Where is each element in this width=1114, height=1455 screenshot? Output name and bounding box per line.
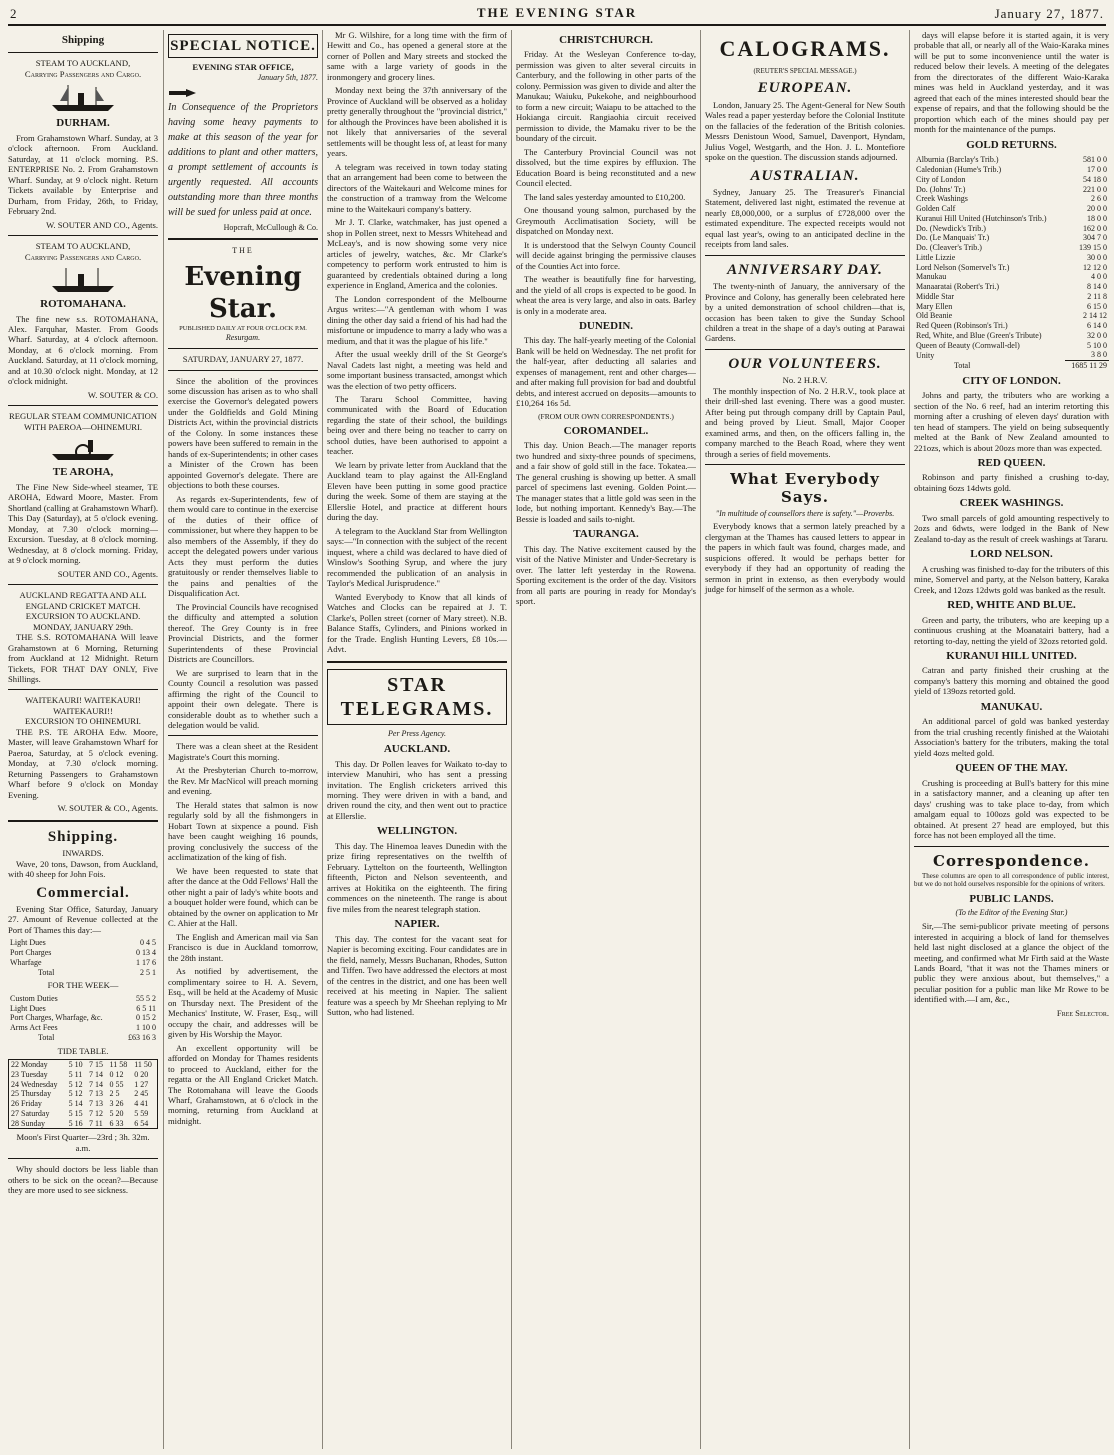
column-2 [163, 30, 318, 1449]
editorial-paragraph: As regards ex-Superintendents, few of them would care to continue in the exercise of the duties of their office of commissioner, but where they happen to be also members of the Assembly, if they do accept the delegated powers under various Acts they must perform the duties gratuitously or render themselves liable to the pains and penalties of the Disqualification Act. [168, 493, 318, 599]
creek-washings-body: Two small parcels of gold amounting respectively to 2ozs and 6dwts, were lodged in the Bank of New Zealand to-day as the result of creek washings at Tararu. [914, 512, 1109, 544]
editorial-paragraph: The Provincial Councils have recognised the difficulty and attempted a solution thereof. The Grey County is in free Provincial Districts, and the former Superintendents of these Provincial Districts are Councillors. [168, 601, 318, 665]
table-row: Caledonian (Hume's Trib.) 17 0 0 [916, 165, 1107, 174]
table-row: Little Lizzie 30 0 0 [916, 252, 1107, 262]
public-lands-body: Sir,—The semi-publicor private meeting of persons interested in acquiring a block of land for themselves held last night disclosed at a glance the object of the meeting, and confirmed what Mr Firth said at the Waste Lands Board, "that it was not the Thames miners or public they were anxious about, but themselves," a peculiar position for a public man like Mr Rowe to be identified with.—I am, &c., [914, 921, 1109, 1005]
auckland-body: This day. Dr Pollen leaves for Waikato to-day to interview Manuhiri, who has sent a pressing invitation. The English cricketers arrived this morning. They were driven in with a band, and driven round the city, and then went out to practice at Ellerslie. [327, 758, 507, 821]
table-row: Custom Duties 55 5 2 [10, 993, 156, 1003]
news-paragraph: The Tararu School Committee, having communicated with the Board of Education regarding the state of their school, the buildings being over and there being no teacher to carry on school duties, have been authorised to appoint a teacher. [327, 393, 507, 457]
news-paragraph: There was a clean sheet at the Resident Magistrate's Court this morning. [168, 741, 318, 762]
city-of-london-body: Johns and party, the tributers who are working a section of the No. 6 reef, had an interim retorting this morning after a crushing of eleven days' duration with ten head of stampers. The yield on being subsequently melted at the Bank of New Zealand amounted to 221ozs, which is about 20ozs more than was expected. [914, 390, 1109, 453]
news-paragraph: We have been requested to state that after the dance at the Odd Fellows' Hall the other night a pair of lady's white boots and a bouquet holder were found, which can be obtained by the owner on application to Mr C. Ahier at the Hall. [168, 865, 318, 929]
manukau-body: An additional parcel of gold was banked yesterday from the trial crushing recently finished at the Waiotahi Association's battery for the tributers, making the total yield 4ozs melted gold. [914, 716, 1109, 758]
correspondence-heading: Correspondence. [933, 851, 1090, 870]
ad2-title: STEAM TO AUCKLAND, [35, 241, 131, 252]
news-paragraph: The Herald states that salmon is now regularly sold by all the fishmongers in Hobart Town at sixpence a pound. Fish have been caught weighing 16 pounds, proving conclusively the success of the acclimatization of the king of fish. [168, 799, 318, 863]
table-row: Do. (Johns' Tr.) 221 0 0 [916, 184, 1107, 194]
ad2-ship: ROTOMAHANA. [40, 298, 126, 311]
table-row: Alburnia (Barclay's Trib.) 581 0 0 [916, 155, 1107, 165]
section-commercial: Commercial. [36, 884, 130, 901]
volunteers-heading: OUR VOLUNTEERS. [728, 355, 882, 372]
public-lands-to: (To the Editor of the Evening Star.) [955, 908, 1068, 918]
news-paragraph: We learn by private letter from Auckland that the Auckland team to play against the All-England Eleven have been putting in some good practice during the week. Some of them are staying at the Ellerslie Hotel, and practice at different hours during the day. [327, 459, 507, 523]
red-queen-heading: RED QUEEN. [977, 457, 1046, 470]
european-heading: EUROPEAN. [757, 80, 853, 97]
ad1-title: STEAM TO AUCKLAND, [35, 58, 131, 69]
ad1-ship: DURHAM. [56, 117, 110, 130]
lord-nelson-heading: LORD NELSON. [970, 548, 1053, 561]
what-quote: "In multitude of counsellors there is safety."—Proverbs. [715, 508, 895, 518]
editorial-date: SATURDAY, JANUARY 27, 1877. [182, 354, 304, 365]
news-paragraph: Mr J. T. Clarke, watchmaker, has just opened a shop in Pollen street, next to Messrs Whitehead and McLeay's, and is now showing some very nice articles of jewelry, watches, &c. Mr Clarke's competency to perform work entrusted to him is guaranteed by credentials obtained during a long experience in England, America and the colonies. [327, 217, 507, 291]
ad5-body: THE P.S. TE AROHA Edw. Moore, Master, will leave Grahamstown Wharf for Paeroa, Saturday, at 5 o'clock evening. Monday, at 7.30 o'clock morning. Returning Passengers to Grahamstown Wharf before 9 o'clock on Monday Evening. [8, 726, 158, 800]
news-paragraph: An excellent opportunity will be afforded on Monday for Thames residents to proceed to Auckland, either for the regatta or the All England Cricket Match. The Rotomahana will leave the Goods Wharf, Grahamstown, at 6 o'clock in the morning, returning from Auckland at midnight. [168, 1042, 318, 1126]
table-row: Port Charges, Wharfage, &c. 0 15 2 [10, 1013, 156, 1023]
red-queen-body: Robinson and party finished a crushing to-day, obtaining 6ozs 14dwts gold. [914, 472, 1109, 493]
week-heading: FOR THE WEEK— [47, 980, 119, 991]
napier-body: This day. The contest for the vacant seat for Napier is becoming exciting. Four candidates are in the field, namely, Messrs Buchanan, Rhodes, Sutton and Tiffen. Two have addressed the electors at most of the centres in the district, and one has been well received at his meeting in Napier. The salient feature was a speech by Mr Sheehan replying to Mr Sutton, who had listened. [327, 933, 507, 1018]
table-row: Wharfage 1 17 6 [10, 957, 156, 967]
revenue-table [8, 938, 158, 977]
masthead-date: January 27, 1877. [994, 6, 1104, 21]
christchurch-paragraph: The weather is beautifully fine for harvesting, and the yield of all crops is expected to be good. In wheat the area is very large, and also in oats. Barley is only in a moderate area. [516, 274, 696, 316]
table-row: 22 Monday 5 10 7 15 11 58 11 50 [11, 1060, 152, 1070]
table-row: 23 Tuesday 5 11 7 14 0 12 0 20 [11, 1069, 149, 1079]
table-row: Manukau 4 0 0 [916, 272, 1107, 282]
paper-the: THE [232, 246, 254, 256]
special-notice-heading: SPECIAL NOTICE. [168, 34, 318, 58]
anniversary-heading: ANNIVERSARY DAY. [727, 261, 883, 278]
anniversary-body: The twenty-ninth of January, the anniversary of the Province and Colony, has generally been celebrated here by a united demonstration of school children—that is, occasion has been taken to give the Sunday School children a treat in the shape of a day's outing at Parawai Gardens. [705, 281, 905, 344]
office-heading: EVENING STAR OFFICE, [192, 62, 294, 73]
ad3-ship: TE AROHA, [52, 466, 114, 479]
tide-table [8, 1059, 158, 1129]
public-lands-heading: PUBLIC LANDS. [969, 892, 1054, 905]
table-row: 28 Sunday 5 16 7 11 6 33 6 54 [11, 1118, 149, 1128]
ad4-date: MONDAY, JANUARY 29th. [33, 621, 133, 632]
gold-returns-table [914, 155, 1109, 371]
column-3 [322, 30, 507, 1449]
ad3-sign: SOUTER AND CO., Agents. [57, 568, 158, 579]
christchurch-paragraph: It is understood that the Selwyn County Council will decide against bringing the permissive clauses of the Counties Act into force. [516, 239, 696, 271]
table-row: 26 Friday 5 14 7 13 3 26 4 41 [11, 1099, 149, 1109]
inwards-heading: INWARDS. [62, 848, 104, 859]
ad5-sub: EXCURSION TO OHINEMURI. [25, 716, 141, 727]
coromandel-heading: COROMANDEL. [563, 424, 649, 437]
news-paragraph: As notified by advertisement, the complimentary soiree to H. A. Severn, Esq., will be held at the Academy of Music on Thursday next. The President of the Mechanics' Institute, W. Fraser, Esq., will occupy the chair, and addresses will be given by His Worship the Mayor. [168, 966, 318, 1040]
ad1-body: From Grahamstown Wharf. Sunday, at 3 o'clock afternoon. From Auckland. Saturday, at 11 o'clock morning. P.S. ENTERPRISE No. 2. From Grahamstown Wharf. Sunday, at 9 o'clock night. Return Tickets available by Enterprise and Durham, from Friday, 26th, to Friday, February 2nd. [8, 132, 158, 217]
paper-motto: Resurgam. [225, 333, 261, 343]
table-row: 25 Thursday 5 12 7 13 2 5 2 45 [11, 1089, 149, 1099]
table-row: 24 Wednesday 5 12 7 14 0 55 1 27 [11, 1079, 149, 1089]
queen-of-may-body: Crushing is proceeding at Bull's battery for this mine in a satisfactory manner, and a cleaning up after ten days' crushing was to take place to-day, from which amalgam equal to 100ozs gold was expected to be obtained. At present 27 head are employed, but this force has not been employed all the time. [914, 777, 1109, 841]
kuranui-body: Catran and party finished their crushing at the company's battery this morning and obtained the good yield of 139ozs retorted gold. [914, 665, 1109, 697]
inwards-body: Wave, 20 tons, Dawson, from Auckland, with 40 sheep for John Fois. [8, 858, 158, 880]
table-row: Do. (Le Manquais' Tr.) 304 7 0 [916, 233, 1107, 243]
what-body: Everybody knows that a sermon lately preached by a clergyman at the Thames has caused letters to appear in the papers in which fault was found, charges made, and suspicions offered. It would be perhaps better for everybody if they had an opportunity of reading the sermon in print in extenso, as then everybody would judge for himself of the sermon as a whole. [705, 521, 905, 595]
public-lands-sign: Free Selector. [1056, 1007, 1109, 1018]
news-paragraph: Mr G. Wilshire, for a long time with the firm of Hewitt and Co., has opened a general store at the corner of Pollen and Mary streets and stocked the same with a large variety of goods in the ironmongery and grocery lines. [327, 30, 507, 82]
own-correspondents: (FROM OUR OWN CORRESPONDENTS.) [538, 411, 674, 421]
column-1 [8, 30, 158, 1449]
tide-title: TIDE TABLE. [57, 1045, 109, 1056]
dunedin-heading: DUNEDIN. [578, 320, 634, 333]
ad3-title: REGULAR STEAM COMMUNICATION WITH PAEROA—OHINEMURI. [8, 411, 157, 432]
pointing-hand-icon [168, 86, 198, 100]
news-paragraph: A telegram to the Auckland Star from Wellington says:—"In connection with the subject of the recent inquest, where a child was declared to have died of Winslow's Soothing Syrup, and where the jury recommended the publication of an analysis in Taylor's Medical Jurisprudence." [327, 525, 507, 589]
footer-joke: Why should doctors be less liable than others to be sick on the ocean?—Because they are more used to see sickness. [8, 1164, 158, 1196]
paper-title: Evening Star. [184, 262, 302, 324]
waio-karaka-body: days will elapse before it is started again, it is very probable that all, or nearly all of the Waio-Karaka mines will be put to some inconvenience until the water is reduced below their levels. A meeting of the delegates from the directorates of the different Waio-Karaka mines was held in Auckland yesterday, and it was agreed that each of the mines interested should bear the expense of repairs, and that the following should be the proportion which each of the mines should pay per month for the maintenance of the pumps. [914, 30, 1109, 135]
column-6 [909, 30, 1109, 1449]
table-row: Manaaratai (Robert's Tri.) 8 14 0 [916, 282, 1107, 291]
table-row: Golden Calf 20 0 0 [916, 204, 1107, 213]
christchurch-heading: CHRISTCHURCH. [559, 34, 653, 46]
special-notice-body: In Consequence of the Proprietors having some heavy payments to make at this season of the year for additions to plant and other matters, a prompt settlement of accounts is urgently requested. All accounts outstanding more than three months will be sued for unless paid at once. [168, 101, 318, 218]
volunteers-sub: No. 2 H.R.V. [782, 375, 828, 386]
table-row: Light Dues 0 4 5 [10, 938, 156, 948]
calograms-heading: CALOGRAMS. [719, 36, 891, 61]
queen-of-may-heading: QUEEN OF THE MAY. [955, 762, 1068, 775]
paddle-steamer-icon [48, 436, 118, 462]
news-paragraph: At the Presbyterian Church to-morrow, the Rev. Mr MacNicol will preach morning and evening. [168, 765, 318, 797]
volunteers-body: The monthly inspection of No. 2 H.R.V., took place at their drill-shed last evening. There was a good muster. After being put through company drill by Captain Paul, and being proved by Lieut. Small, Major Cooper examined arms, and then, on the officers falling in, the company marched to the Beach Road, where they went through a series of field movements. [705, 385, 905, 459]
moon-phase: Moon's First Quarter—23rd ; 3h. 32m. a.m. [16, 1132, 150, 1153]
australian-heading: AUSTRALIAN. [750, 167, 860, 184]
table-row: Do. (Newdick's Trib.) 162 0 0 [916, 223, 1107, 233]
european-body: London, January 25. The Agent-General for New South Wales read a paper yesterday before the Colonial Institute on the fallacies of the federation of the British colonies. Messrs Denistoun Wood, Samuel, Davenport, Hyndam, Julius Vogel, Westgarth, and the Hon. J. L. Montefiore spoke on the question. The discussion stands adjourned. [705, 99, 905, 163]
christchurch-paragraph: The land sales yesterday amounted to £10,200. [524, 191, 686, 202]
table-row: Total £63 16 3 [38, 1032, 156, 1042]
table-row: Queen of Beauty (Cornwall-del) 5 10 0 [916, 340, 1107, 350]
ad2-sub: Carrying Passengers and Cargo. [24, 251, 142, 262]
gold-returns-heading: GOLD RETURNS. [966, 138, 1057, 151]
table-row: Mary Ellen 6 15 0 [916, 301, 1107, 311]
column-5 [700, 30, 905, 1449]
auckland-heading: AUCKLAND. [383, 743, 451, 756]
masthead [8, 4, 1106, 26]
commercial-body: Evening Star Office, Saturday, January 27. Amount of Revenue collected at the Port of Thames this day:— [8, 903, 158, 935]
table-row: Lord Nelson (Somervel's Tr.) 12 12 0 [916, 262, 1107, 272]
table-row: City of London 54 18 0 [916, 174, 1107, 184]
steamship-icon [48, 266, 118, 294]
ad5-sign: W. SOUTER & CO., Agents. [57, 803, 158, 814]
editorial-paragraph: Since the abolition of the provinces some discussion has arisen as to who shall exercise the Governor's delegated powers under the Goldfields and Gold Mining Districts Act, within the provincial districts of the Colony. In some instances these powers have been suffered to remain in the hands of ex-Superintendents; in other cases a Minister of the Crown has been appointed Governor's delegate. There are objections to both these courses. [168, 375, 318, 491]
red-white-blue-heading: RED, WHITE AND BLUE. [947, 599, 1076, 612]
table-row: Creek Washings 2 6 0 [916, 194, 1107, 204]
ad4-sub: EXCURSION TO AUCKLAND. [25, 611, 141, 622]
table-row: Unity 3 8 0 [916, 350, 1107, 360]
ad2-sign: W. SOUTER & CO. [87, 389, 158, 400]
tauranga-body: This day. The Native excitement caused by the visit of the Native Minister and Under-Secretary is over. The latter left yesterday in the Rowena. Sporting excitement is the order of the day. Visitors from all parts are pouring in ready for Monday's sport. [516, 543, 696, 607]
christchurch-paragraph: The Canterbury Provincial Council was not dissolved, but the time expires by effluxion. The Education Board is being reconstituted and a new Council elected. [516, 146, 696, 189]
table-row: Total 2 5 1 [38, 967, 156, 977]
christchurch-paragraph: One thousand young salmon, purchased by the Greymouth Acclimatisation Society, will be dispatched on Monday next. [516, 205, 696, 237]
office-date: January 5th, 1877. [257, 72, 318, 82]
wellington-heading: WELLINGTON. [376, 825, 458, 838]
section-shipping-news: Shipping. [47, 828, 119, 845]
news-paragraph: Wanted Everybody to Know that all kinds of Watches and Clocks can be repaired at J. T. Clarke's, Pollen street (corner of Mary street). N.B. Balance Staffs, Cylinders, and Pinions worked in for the Trade. English Hunting Levers, £8 10s.—Advt. [327, 591, 507, 655]
news-paragraph: The English and American mail via San Francisco is due in Auckland tomorrow, the 28th instant. [168, 931, 318, 963]
table-row: 27 Saturday 5 15 7 12 5 20 5 59 [11, 1108, 149, 1118]
lord-nelson-body: A crushing was finished to-day for the tributers of this mine, Somervel and party, at the Nelson battery, Karaka Creek, and 12ozs 12dwts gold was banked as the result. [914, 563, 1109, 595]
ad3-body: The Fine New Side-wheel steamer, TE AROHA, Edward Moore, Master. From Shortland (calling at Grahamstown Wharf). This Day (Saturday), at 5 o'clock evening. Monday, at 7.30 o'clock morning—Excursion. Tuesday, at 8 o'clock morning. Wednesday, at 8 o'clock morning. Friday, at 9 o'clock morning. [8, 481, 158, 566]
table-row: Red Queen (Robinson's Tri.) 6 14 0 [916, 321, 1107, 330]
ad1-sub: Carrying Passengers and Cargo. [24, 68, 142, 79]
editorial-paragraph: We are surprised to learn that in the County Council a resolution was passed affirming the right of the Council to appoint their own delegate. There is considerable doubt as to whether such a delegation would be valid. [168, 667, 318, 730]
ad2-body: The fine new s.s. ROTOMAHANA, Alex. Farquhar, Master. From Goods Wharf. Saturday, at 4 o'clock afternoon. Monday, at 6 o'clock morning. From Auckland. Saturday, at 11 o'clock morning, and at 10.30 o'clock night. Monday, at 12 o'clock midnight. [8, 313, 158, 387]
section-shipping: Shipping [61, 34, 105, 46]
published-line: PUBLISHED DAILY AT FOUR O'CLOCK P.M. [179, 325, 307, 333]
table-row: Red, White, and Blue (Green's Tribute) 32 0 0 [916, 330, 1107, 340]
napier-heading: NAPIER. [394, 918, 440, 931]
what-everybody-says-heading: What Everybody Says. [730, 470, 880, 507]
australian-body: Sydney, January 25. The Treasurer's Financial Statement, delivered last night, estimated the revenue at nearly £8,000,000, or a surplus of £728,000 over the estimated expenditure. The expected receipts would not equal last year's, owing to an anticipated decline in the receipts from land sales. [705, 186, 905, 250]
manukau-heading: MANUKAU. [980, 700, 1043, 713]
table-row: Total 1685 11 29 [954, 360, 1107, 370]
christchurch-paragraph: Friday. At the Wesleyan Conference to-day, permission was given to alter several circuits in Canterbury, and the following in other parts of the colony. Permission was given to divide and alter the Manukau; Waiuku, Pukekohe, and neighbourhood to form a new circuit; Waiapu to be attached to the Hokianga circuit. Rangiaohia circuit received permission to divide, the Mamaku river to be the boundary of the circuit. [516, 49, 696, 144]
reuter-line: (REUTER'S SPECIAL MESSAGE.) [753, 66, 857, 75]
ad1-sign: W. SOUTER AND CO., Agents. [46, 219, 158, 230]
news-paragraph: Monday next being the 37th anniversary of the Province of Auckland will be observed as a holiday pretty generally throughout the "provincial district," for although the Provinces have been abolished it is not likely that anniversaries of the several settlements will be thought less of, at least for many years. [327, 85, 507, 159]
special-notice-sign: Hopcraft, McCullough & Co. [223, 222, 318, 232]
page-number: 2 [10, 6, 18, 21]
press-agency: Per Press Agency. [388, 729, 446, 739]
news-paragraph: The London correspondent of the Melbourne Argus writes:—"A gentleman with whom I was dining the other day said a friend of his had had the misfortune or impudence to marry a lady who was a medium, and that it was the plague of his life." [327, 293, 507, 346]
table-row: Middle Star 2 11 8 [916, 291, 1107, 301]
creek-washings-heading: CREEK WASHINGS. [959, 497, 1064, 510]
table-row: Do. (Cleaver's Trib.) 139 15 0 [916, 243, 1107, 252]
wellington-body: This day. The Hinemoa leaves Dunedin with the prize firing representatives on the twelfth of February. Lyttelton on the fourteenth, Wellington fifteenth, Picton and Nelson seventeenth, and arrives at Hokitika on the eighteenth. The firing commences on the nineteenth. The range is about five miles from the nearest telegraph station. [327, 840, 507, 914]
news-paragraph: After the usual weekly drill of the St George's Naval Cadets last night, a meeting was held and some important business transacted, amongst which was the election of two petty officers. [327, 349, 507, 391]
masthead-title: THE EVENING STAR [476, 5, 638, 20]
week-table [8, 994, 158, 1043]
ad5-title: WAITEKAURI! WAITEKAURI! WAITEKAURI!! [25, 695, 141, 716]
ad4-title: AUCKLAND REGATTA AND ALL ENGLAND CRICKET MATCH. [19, 590, 147, 611]
table-row: Kuranui Hill United (Hutchinson's Trib.) 18 0 0 [916, 213, 1107, 223]
table-row: Old Beanie 2 14 12 [916, 311, 1107, 321]
coromandel-body: This day. Union Beach.—The manager reports two hundred and sixty-three pounds of specimens, and a fair show of gold still in the face. Tokatea.—The general crushing is showing up better. A small parcel of specimens last evening. Golden Point.—The manager states that a little gold was seen in the lode, but nothing important. Kennedy's Bay.—The Bessie is loaded and sails to-night. [516, 440, 696, 524]
dunedin-body: This day. The half-yearly meeting of the Colonial Bank will be held on Wednesday. The net profit for the half-year, after deducting all salaries and expenses of management, rent and other charges—and after making full provision for bad and doubtful debts, and interest accrued on deposits—amounts to £10,264 16s 5d. [516, 335, 696, 409]
kuranui-heading: KURANUI HILL UNITED. [946, 650, 1077, 663]
table-row: Light Dues 6 5 11 [10, 1003, 156, 1013]
tauranga-heading: TAURANGA. [573, 528, 639, 541]
correspondence-note: These columns are open to all correspondence of public interest, but we do not hold ourselves responsible for the opinions of writers. [914, 871, 1109, 889]
red-white-blue-body: Green and party, the tributers, who are keeping up a continuous crushing at the Moanatairi battery, had a retorting to-day, netting the yield of 32ozs retorted gold. [914, 614, 1109, 646]
table-row: Arms Act Fees 1 10 0 [10, 1023, 156, 1033]
column-4 [511, 30, 696, 1449]
city-of-london-heading: CITY OF LONDON. [962, 374, 1061, 387]
star-telegrams-heading: STAR TELEGRAMS. [327, 669, 507, 726]
news-paragraph: A telegram was received in town today stating that an arrangement had been come to between the directors of the Waitekauri and Welcome mines for the construction of a tramway from the Welcome mine to the Waitekauri company's battery. [327, 161, 507, 214]
table-row: Port Charges 0 13 4 [10, 948, 156, 958]
ad4-body: THE S.S. ROTOMAHANA Will leave Grahamstown at 6 Morning, Returning from Auckland at 12 Midnight. Return Tickets, FOR THAT DAY ONLY, Five Shillings. [8, 632, 158, 684]
steamship-icon [48, 83, 118, 113]
